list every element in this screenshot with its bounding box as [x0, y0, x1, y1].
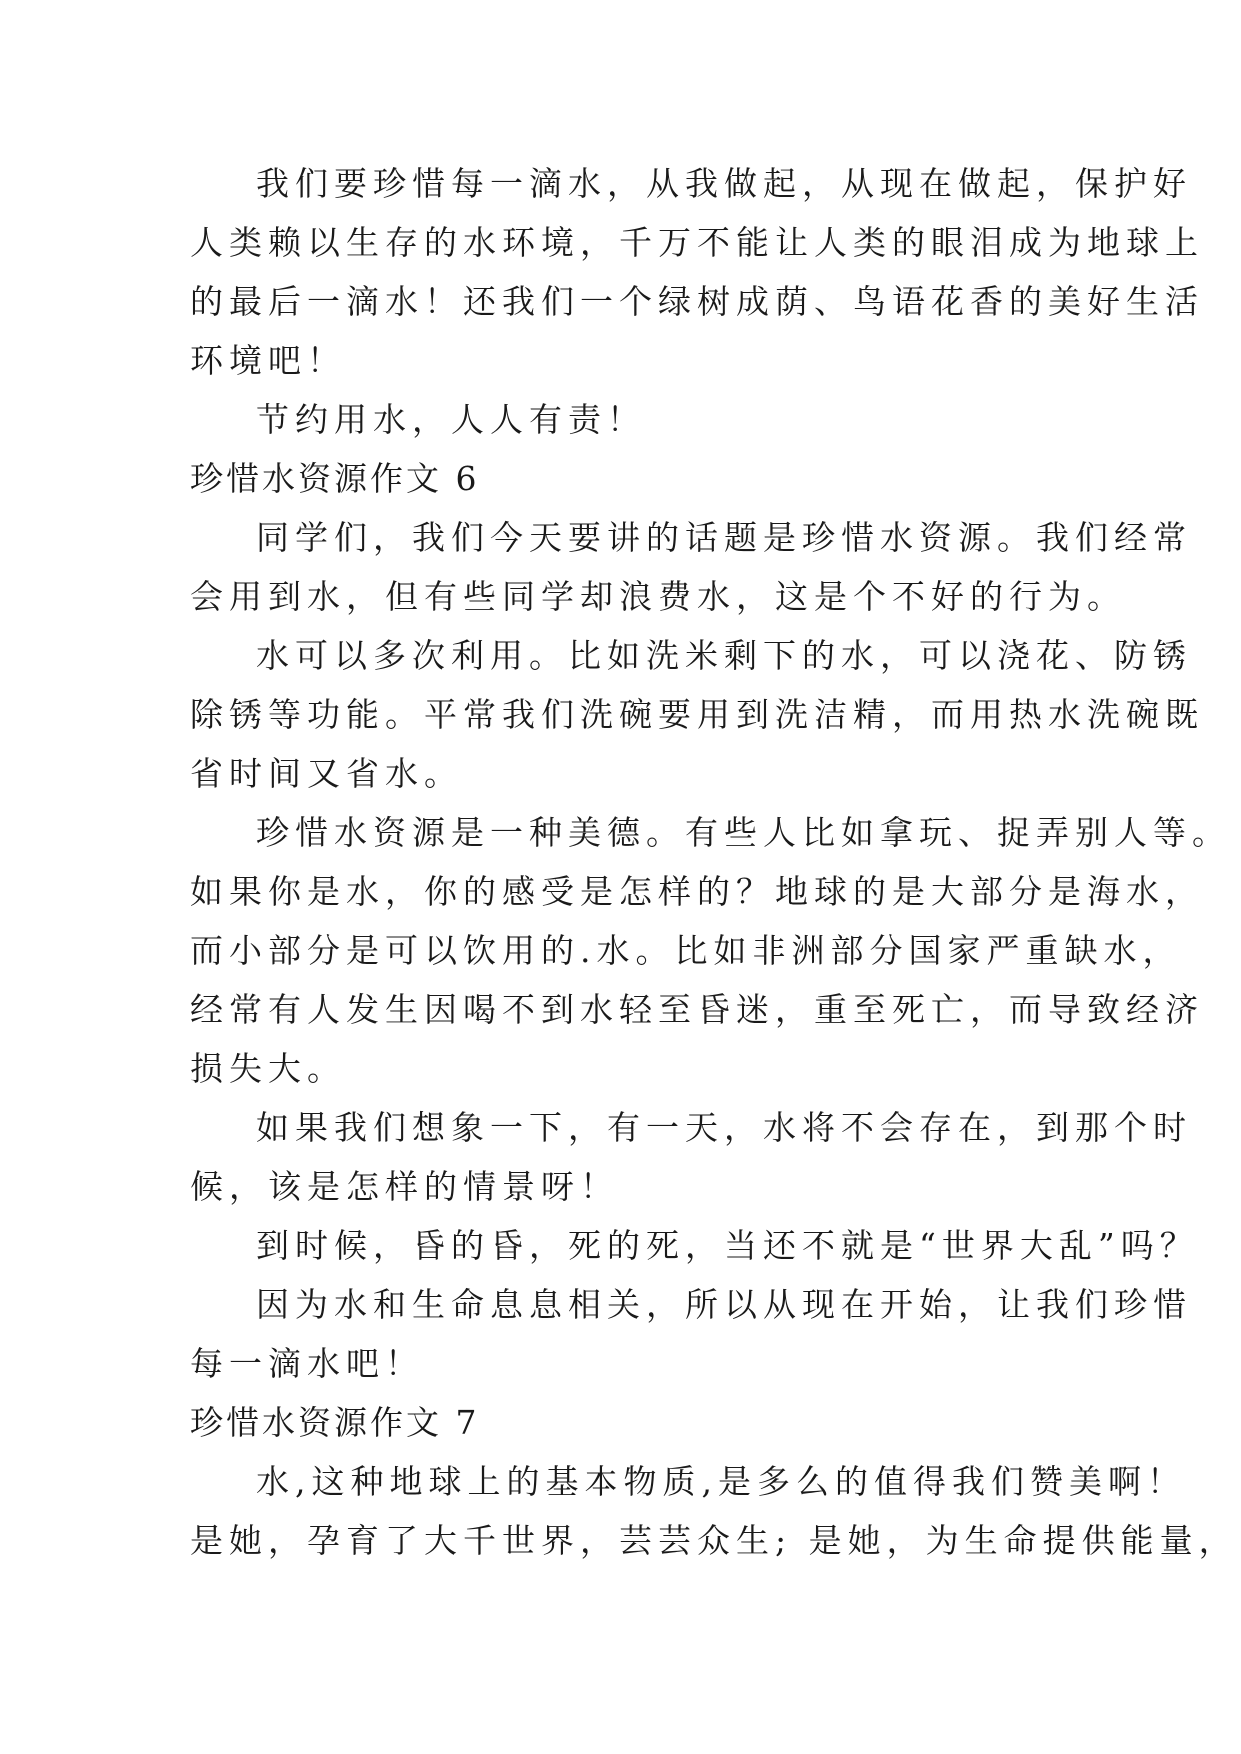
heading-text: 珍惜水资源作文 6 [190, 459, 480, 498]
text-line: 节约用水，人人有责！ [256, 400, 646, 439]
text-line: 每一滴水吧！ [190, 1344, 424, 1383]
text-line: 会用到水，但有些同学却浪费水，这是个不好的行为。 [190, 577, 1126, 616]
section-heading [190, 1393, 1050, 1452]
text-line: 到时候，昏的昏，死的死，当还不就是“世界大乱”吗？ [256, 1226, 1199, 1265]
paragraph [190, 1452, 1238, 1570]
paragraph [190, 154, 1204, 390]
text-line: 如果我们想象一下，有一天，水将不会存在，到那个时 [256, 1108, 1192, 1147]
paragraph [190, 626, 1204, 803]
text-line: 环境吧！ [190, 341, 346, 380]
text-line: 经常有人发生因喝不到水轻至昏迷，重至死亡，而导致经济 [190, 990, 1204, 1029]
section-heading [190, 449, 1050, 508]
text-line: 因为水和生命息息相关，所以从现在开始，让我们珍惜 [256, 1285, 1192, 1324]
text-line: 省时间又省水。 [190, 754, 463, 793]
text-line: 水可以多次利用。比如洗米剩下的水，可以浇花、防锈 [256, 636, 1192, 675]
paragraph [190, 1098, 1192, 1216]
text-line: 的最后一滴水！还我们一个绿树成荫、鸟语花香的美好生活 [190, 282, 1204, 321]
text-line: 珍惜水资源是一种美德。有些人比如拿玩、捉弄别人等。 [256, 813, 1231, 852]
paragraph [190, 1275, 1192, 1393]
heading-text: 珍惜水资源作文 7 [190, 1403, 480, 1442]
paragraph [190, 508, 1192, 626]
text-line: 如果你是水，你的感受是怎样的？地球的是大部分是海水， [190, 872, 1204, 911]
text-line: 而小部分是可以饮用的.水。比如非洲部分国家严重缺水， [190, 931, 1182, 970]
text-line: 除锈等功能。平常我们洗碗要用到洗洁精，而用热水洗碗既 [190, 695, 1204, 734]
text-line: 同学们，我们今天要讲的话题是珍惜水资源。我们经常 [256, 518, 1192, 557]
paragraph [190, 803, 1231, 1098]
text-line: 是她，孕育了大千世界，芸芸众生; 是她，为生命提供能量， [190, 1521, 1238, 1560]
text-line: 人类赖以生存的水环境，千万不能让人类的眼泪成为地球上 [190, 223, 1204, 262]
text-line: 水,这种地球上的基本物质,是多么的值得我们赞美啊！ [256, 1462, 1186, 1501]
paragraph [190, 390, 1050, 449]
text-line: 损失大。 [190, 1049, 346, 1088]
document-page [190, 154, 1238, 1570]
paragraph [190, 1216, 1199, 1275]
text-line: 我们要珍惜每一滴水，从我做起，从现在做起，保护好 [256, 164, 1192, 203]
text-line: 候，该是怎样的情景呀！ [190, 1167, 619, 1206]
